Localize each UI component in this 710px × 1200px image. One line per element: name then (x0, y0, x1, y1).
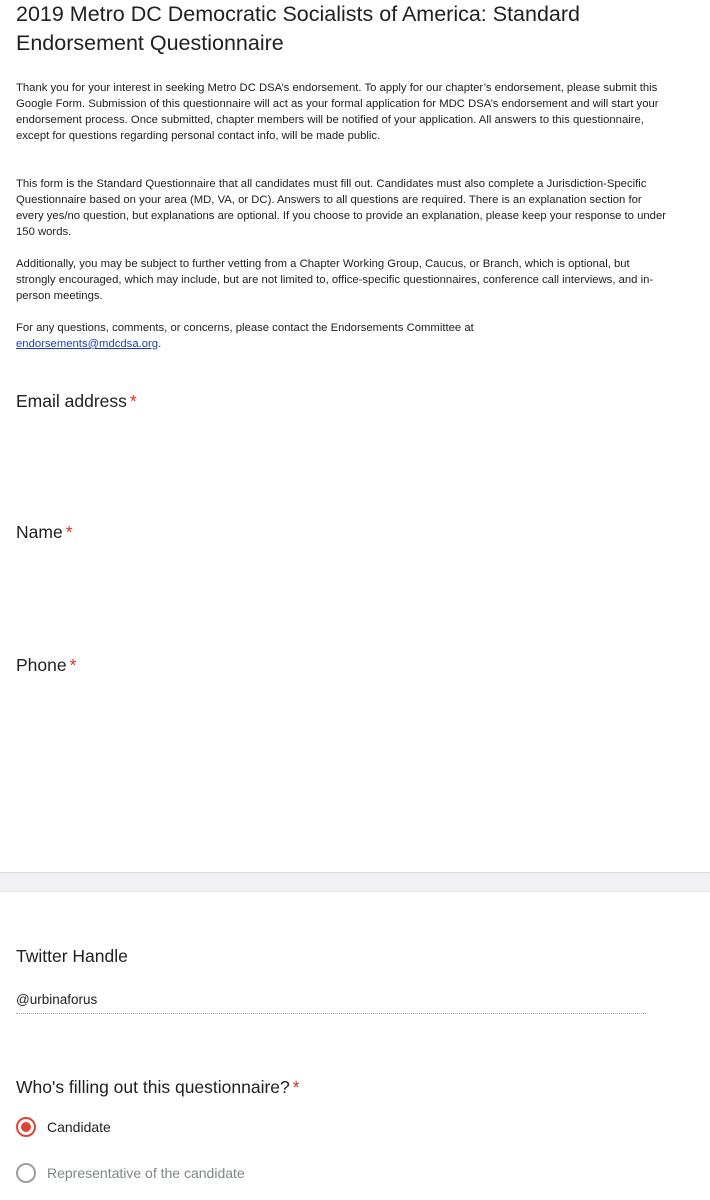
question-who-label: Who's filling out this questionnaire? (16, 1077, 290, 1097)
question-name-label: Name (16, 522, 63, 542)
question-email-label: Email address (16, 391, 127, 411)
required-asterisk: * (292, 1077, 300, 1097)
contact-period: . (158, 338, 162, 350)
required-asterisk: * (69, 655, 77, 675)
form-description-paragraph-3: Additionally, you may be subject to further vetting from a Chapter Working Group, Caucus, or Branch, which is optional, but strongly encouraged, which may include, but are not limited to, office-specific questionnaires, conference call interviews, and in-person meetings. (16, 258, 654, 302)
section-divider (0, 872, 710, 892)
question-who-filling (16, 1076, 300, 1098)
radio-option-candidate[interactable] (16, 1117, 111, 1137)
required-asterisk: * (129, 391, 137, 411)
form-description-paragraph-1: Thank you for your interest in seeking Metro DC DSA’s endorsement. To apply for our chapter’s endorsement, please submit this Google Form. Submission of this questionnaire will act as your formal application for MDC DSA’s endorsement and will start your endorsement process. Once submitted, chapter members will be notified of your application. All answers to this questionnaire, except for questions regarding personal contact info, will be made public. (16, 82, 659, 142)
radio-option-label: Candidate (47, 1119, 111, 1135)
radio-checked-icon[interactable] (16, 1117, 36, 1137)
radio-option-representative[interactable] (16, 1163, 245, 1183)
question-email (16, 390, 137, 412)
form-title: 2019 Metro DC Democratic Socialists of America: Standard Endorsement Questionnaire (16, 2, 581, 55)
question-name (16, 521, 73, 543)
radio-option-label: Representative of the candidate (47, 1165, 245, 1181)
question-twitter-label: Twitter Handle (16, 946, 128, 966)
twitter-handle-answer[interactable]: @urbinaforus (16, 990, 646, 1014)
question-twitter (16, 945, 128, 967)
question-phone-label: Phone (16, 655, 67, 675)
form-description-paragraph-2: This form is the Standard Questionnaire that all candidates must fill out. Candidates must also complete a Jurisdiction-Specific Questionnaire based on your area (MD, VA, or DC). Answers to all questions are required. There is an explanation section for every yes/no question, but explanations are optional. If you choose to provide an explanation, please keep your response to under 150 words. (16, 178, 667, 238)
contact-text: For any questions, comments, or concerns, please contact the Endorsements Committee at (16, 322, 474, 334)
required-asterisk: * (65, 522, 73, 542)
endorsements-email-link[interactable]: endorsements@mdcdsa.org (16, 338, 159, 350)
radio-unchecked-icon[interactable] (16, 1163, 36, 1183)
question-phone (16, 654, 76, 676)
form-description-paragraph-4 (16, 320, 666, 352)
